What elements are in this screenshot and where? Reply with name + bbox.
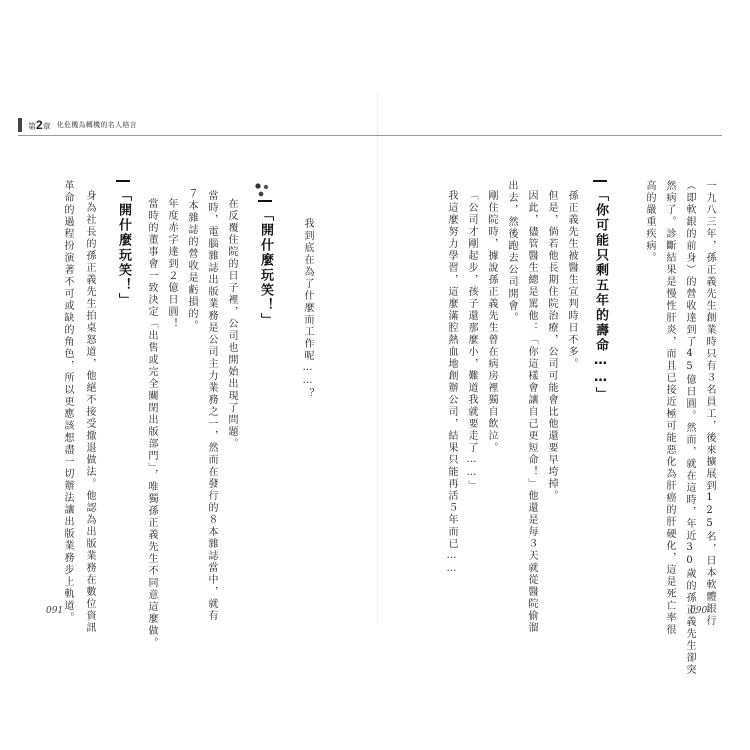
page-number: 091 [46, 606, 64, 616]
paragraph-line: 我這麼努力學習，這麼滿腔熱血地創辦公司，結果只能再活５年而已…… [446, 190, 457, 576]
paragraph-line: 孫正義先生被醫生宣判時日不多。 [566, 190, 577, 370]
paragraph-line: 出去，然後跑去公司開會。 [506, 180, 517, 324]
section-heading: 「開什麼玩笑！」 [116, 188, 131, 308]
molecule-icon [254, 182, 270, 198]
section-heading: 「你可能只剩五年的壽命……」 [593, 188, 608, 402]
book-spread [18, 92, 724, 622]
heading-mark [258, 200, 272, 202]
paragraph-line: 年度赤字達到２億日圓！ [166, 198, 177, 330]
paragraph-line: （即軟銀的前身）的營收達到了45億日圓。然而，就在這時，年近30歲的孫正義先生卻突 [684, 180, 695, 676]
paragraph-line: 但是，倘若他長期住院治療，公司可能會比他還要早垮掉。 [546, 190, 557, 502]
paragraph-line: 革命的過程扮演著不可或缺的角色，所以更應該想盡一切辦法讓出版業務步上軌道。 [62, 180, 73, 624]
chapter-title: 化危機為轉機的名人格言 [56, 122, 137, 129]
header-rule [18, 135, 722, 136]
paragraph-line: 「公司才剛起步，孩子還那麼小，難道我就要走了……」 [466, 190, 477, 492]
page-gutter [377, 92, 378, 622]
heading-mark [593, 180, 607, 182]
chapter-marker [18, 118, 22, 132]
heading-mark [116, 180, 130, 182]
paragraph-line: 我到底在為了什麼而工作呢……？ [302, 218, 313, 400]
paragraph-line: 身為社長的孫正義先生拍桌怒道，他絕不接受撤退做法。他認為出版業務在數位資訊 [84, 190, 95, 634]
paragraph-line: 當時的董事會一致決定「出售或完全關閉出版部門」，唯獨孫正義先生不同意這麼做。 [146, 198, 157, 649]
paragraph-line: 因此，儘管醫生總是罵他：「你這樣會讓自己更短命！」他還是每３天就從醫院偷溜 [526, 190, 537, 634]
section-heading: 「開什麼玩笑！」 [258, 208, 273, 328]
page-number: 090 [690, 606, 708, 616]
chapter-number: 第2章 [28, 118, 51, 132]
paragraph-line: 然病了。診斷結果是慢性肝炎，而且已接近極可能惡化為肝癌的肝硬化，這是死亡率很 [664, 180, 675, 636]
paragraph-line: 當時，電腦雜誌出版業務是公司主力業務之一，然而在發行的８本雜誌當中，就有 [206, 190, 217, 622]
paragraph-line: 高的嚴重疾病。 [644, 180, 655, 264]
paragraph-line: 一九八三年，孫正義先生創業時只有３名員工，後來擴展到125名，日本軟體銀行 [704, 180, 715, 627]
paragraph-line: ７本雜誌的營收是虧損的。 [186, 188, 197, 332]
chapter-header [18, 118, 153, 132]
paragraph-line: 在反覆住院的日子裡，公司也開始出現了問題。 [226, 198, 237, 450]
paragraph-line: 剛住院時，據說孫正義先生曾在病房裡獨自飲泣。 [486, 190, 497, 454]
